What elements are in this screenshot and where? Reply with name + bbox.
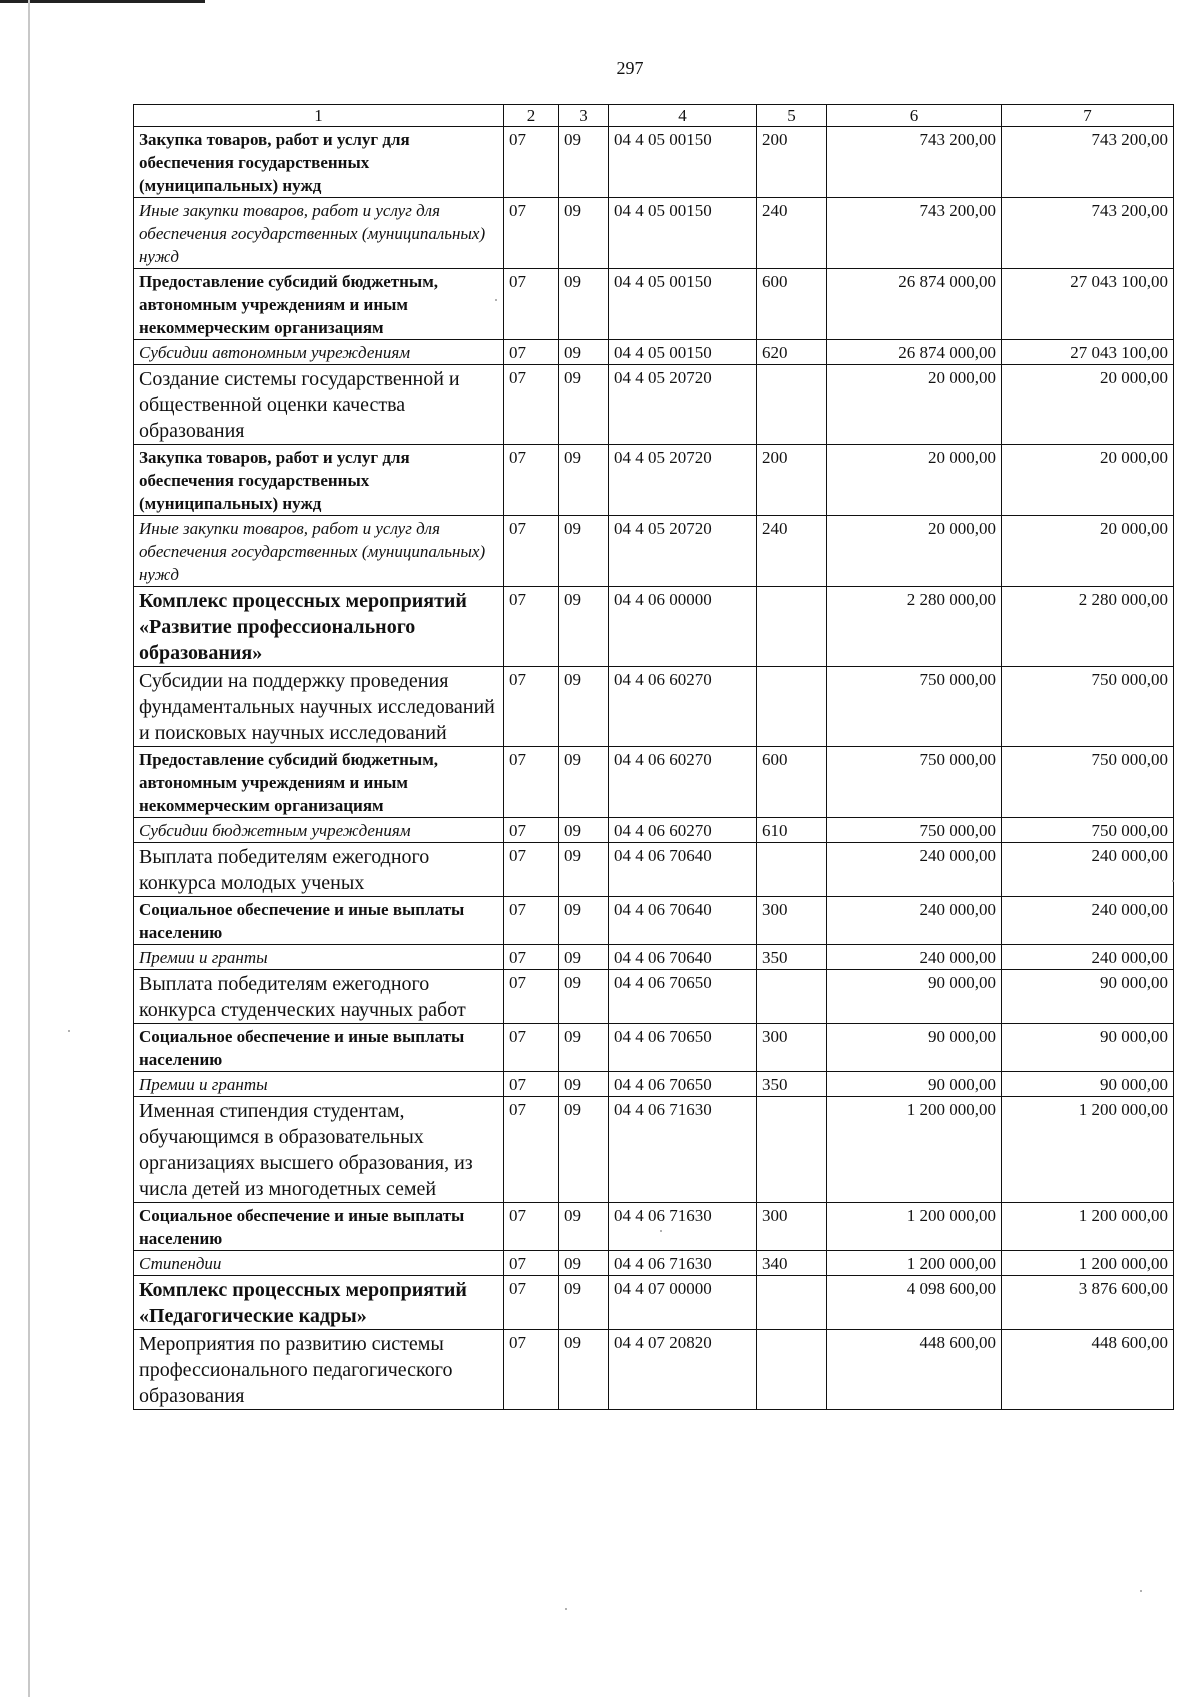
amount-year2-cell: 743 200,00 [1002,198,1174,269]
row-name-cell: Именная стипендия студентам, обучающимся в образовательных организациях высшего образования, из числа детей из многодетных семей [134,1097,504,1203]
table-row [134,1072,1174,1097]
row-name-cell: Комплекс процессных мероприятий «Педагогические кадры» [134,1276,504,1330]
amount-year2-cell: 2 280 000,00 [1002,587,1174,667]
expense-type-cell [757,587,827,667]
subsection-code-cell: 09 [559,269,609,340]
subsection-code-cell: 09 [559,1024,609,1072]
expense-type-cell [757,1097,827,1203]
amount-year1-cell: 26 874 000,00 [827,269,1002,340]
scan-dust [1140,1590,1142,1592]
amount-year2-cell: 1 200 000,00 [1002,1097,1174,1203]
target-article-cell: 04 4 07 20820 [609,1330,757,1410]
amount-year1-cell: 743 200,00 [827,127,1002,198]
amount-year2-cell: 20 000,00 [1002,516,1174,587]
subsection-code-cell: 09 [559,1276,609,1330]
subsection-code-cell: 09 [559,843,609,897]
target-article-cell: 04 4 05 20720 [609,445,757,516]
target-article-cell: 04 4 06 70640 [609,897,757,945]
row-name-cell: Социальное обеспечение и иные выплаты населению [134,1203,504,1251]
section-code-cell: 07 [504,970,559,1024]
table-row [134,1024,1174,1072]
target-article-cell: 04 4 06 70650 [609,970,757,1024]
amount-year1-cell: 750 000,00 [827,667,1002,747]
expense-type-cell: 350 [757,945,827,970]
row-name-cell: Закупка товаров, работ и услуг для обеспечения государственных (муниципальных) нужд [134,127,504,198]
table-row [134,818,1174,843]
expense-type-cell: 300 [757,1203,827,1251]
header-cell: 2 [504,105,559,127]
expense-type-cell: 620 [757,340,827,365]
table-row [134,1251,1174,1276]
header-cell: 7 [1002,105,1174,127]
section-code-cell: 07 [504,127,559,198]
scan-dust [495,299,497,301]
subsection-code-cell: 09 [559,516,609,587]
row-name-cell: Предоставление субсидий бюджетным, автономным учреждениям и иным некоммерческим организациям [134,747,504,818]
subsection-code-cell: 09 [559,945,609,970]
subsection-code-cell: 09 [559,897,609,945]
table-row [134,365,1174,445]
target-article-cell: 04 4 05 00150 [609,127,757,198]
amount-year2-cell: 743 200,00 [1002,127,1174,198]
amount-year2-cell: 750 000,00 [1002,818,1174,843]
scan-dust [565,1608,567,1610]
amount-year1-cell: 1 200 000,00 [827,1251,1002,1276]
target-article-cell: 04 4 06 60270 [609,818,757,843]
subsection-code-cell: 09 [559,365,609,445]
amount-year1-cell: 743 200,00 [827,198,1002,269]
amount-year1-cell: 26 874 000,00 [827,340,1002,365]
target-article-cell: 04 4 05 00150 [609,198,757,269]
target-article-cell: 04 4 05 20720 [609,365,757,445]
section-code-cell: 07 [504,1276,559,1330]
expense-type-cell: 340 [757,1251,827,1276]
expense-type-cell: 600 [757,269,827,340]
expense-type-cell: 200 [757,445,827,516]
expense-type-cell [757,667,827,747]
table-row [134,1276,1174,1330]
section-code-cell: 07 [504,1203,559,1251]
table-row [134,1097,1174,1203]
section-code-cell: 07 [504,516,559,587]
amount-year2-cell: 90 000,00 [1002,970,1174,1024]
section-code-cell: 07 [504,340,559,365]
subsection-code-cell: 09 [559,1097,609,1203]
expense-type-cell: 240 [757,198,827,269]
amount-year2-cell: 20 000,00 [1002,445,1174,516]
expense-type-cell: 200 [757,127,827,198]
expense-type-cell: 350 [757,1072,827,1097]
expense-type-cell: 240 [757,516,827,587]
expense-type-cell: 300 [757,897,827,945]
subsection-code-cell: 09 [559,747,609,818]
target-article-cell: 04 4 06 60270 [609,747,757,818]
section-code-cell: 07 [504,843,559,897]
scan-edge-left [28,0,30,1697]
subsection-code-cell: 09 [559,1072,609,1097]
section-code-cell: 07 [504,365,559,445]
section-code-cell: 07 [504,667,559,747]
table-row [134,516,1174,587]
amount-year1-cell: 750 000,00 [827,747,1002,818]
amount-year2-cell: 240 000,00 [1002,843,1174,897]
section-code-cell: 07 [504,1097,559,1203]
amount-year1-cell: 20 000,00 [827,516,1002,587]
header-cell: 6 [827,105,1002,127]
subsection-code-cell: 09 [559,818,609,843]
budget-table [133,104,1174,1410]
subsection-code-cell: 09 [559,1251,609,1276]
table-row [134,340,1174,365]
amount-year2-cell: 448 600,00 [1002,1330,1174,1410]
header-row [134,105,1174,127]
amount-year2-cell: 27 043 100,00 [1002,340,1174,365]
amount-year2-cell: 240 000,00 [1002,897,1174,945]
section-code-cell: 07 [504,1072,559,1097]
row-name-cell: Премии и гранты [134,1072,504,1097]
header-cell: 3 [559,105,609,127]
row-name-cell: Субсидии бюджетным учреждениям [134,818,504,843]
table-row [134,747,1174,818]
target-article-cell: 04 4 05 20720 [609,516,757,587]
amount-year2-cell: 1 200 000,00 [1002,1203,1174,1251]
amount-year1-cell: 90 000,00 [827,970,1002,1024]
amount-year1-cell: 2 280 000,00 [827,587,1002,667]
table-row [134,127,1174,198]
amount-year1-cell: 750 000,00 [827,818,1002,843]
table-row [134,1330,1174,1410]
row-name-cell: Субсидии автономным учреждениям [134,340,504,365]
target-article-cell: 04 4 06 00000 [609,587,757,667]
amount-year2-cell: 20 000,00 [1002,365,1174,445]
target-article-cell: 04 4 07 00000 [609,1276,757,1330]
row-name-cell: Социальное обеспечение и иные выплаты населению [134,897,504,945]
table-row [134,445,1174,516]
section-code-cell: 07 [504,587,559,667]
table-row [134,897,1174,945]
expense-type-cell [757,970,827,1024]
section-code-cell: 07 [504,269,559,340]
subsection-code-cell: 09 [559,970,609,1024]
row-name-cell: Предоставление субсидий бюджетным, автономным учреждениям и иным некоммерческим организациям [134,269,504,340]
table-row [134,587,1174,667]
section-code-cell: 07 [504,1024,559,1072]
scan-edge-top [0,0,205,3]
amount-year2-cell: 1 200 000,00 [1002,1251,1174,1276]
section-code-cell: 07 [504,945,559,970]
amount-year1-cell: 90 000,00 [827,1072,1002,1097]
row-name-cell: Комплекс процессных мероприятий «Развитие профессионального образования» [134,587,504,667]
section-code-cell: 07 [504,818,559,843]
scan-dust [68,1030,70,1032]
table-row [134,843,1174,897]
table-row [134,198,1174,269]
row-name-cell: Закупка товаров, работ и услуг для обеспечения государственных (муниципальных) нужд [134,445,504,516]
expense-type-cell: 600 [757,747,827,818]
expense-type-cell: 610 [757,818,827,843]
target-article-cell: 04 4 06 70650 [609,1072,757,1097]
expense-type-cell: 300 [757,1024,827,1072]
expense-type-cell [757,365,827,445]
table-row [134,667,1174,747]
page-number: 297 [616,58,644,78]
row-name-cell: Выплата победителям ежегодного конкурса студенческих научных работ [134,970,504,1024]
expense-type-cell [757,1330,827,1410]
row-name-cell: Иные закупки товаров, работ и услуг для обеспечения государственных (муниципальных) нужд [134,198,504,269]
section-code-cell: 07 [504,1330,559,1410]
target-article-cell: 04 4 06 71630 [609,1203,757,1251]
amount-year1-cell: 20 000,00 [827,445,1002,516]
row-name-cell: Стипендии [134,1251,504,1276]
amount-year1-cell: 20 000,00 [827,365,1002,445]
amount-year1-cell: 4 098 600,00 [827,1276,1002,1330]
amount-year2-cell: 240 000,00 [1002,945,1174,970]
scan-dust [1172,880,1174,882]
expense-type-cell [757,1276,827,1330]
row-name-cell: Создание системы государственной и общественной оценки качества образования [134,365,504,445]
amount-year1-cell: 1 200 000,00 [827,1203,1002,1251]
amount-year2-cell: 750 000,00 [1002,747,1174,818]
target-article-cell: 04 4 06 70650 [609,1024,757,1072]
subsection-code-cell: 09 [559,198,609,269]
amount-year2-cell: 90 000,00 [1002,1072,1174,1097]
row-name-cell: Премии и гранты [134,945,504,970]
amount-year2-cell: 27 043 100,00 [1002,269,1174,340]
target-article-cell: 04 4 06 71630 [609,1097,757,1203]
target-article-cell: 04 4 06 60270 [609,667,757,747]
table-row [134,945,1174,970]
subsection-code-cell: 09 [559,587,609,667]
subsection-code-cell: 09 [559,340,609,365]
amount-year1-cell: 448 600,00 [827,1330,1002,1410]
target-article-cell: 04 4 06 71630 [609,1251,757,1276]
row-name-cell: Социальное обеспечение и иные выплаты населению [134,1024,504,1072]
section-code-cell: 07 [504,897,559,945]
scan-dust [660,1230,662,1232]
header-cell: 1 [134,105,504,127]
table-row [134,1203,1174,1251]
subsection-code-cell: 09 [559,1203,609,1251]
table-row [134,269,1174,340]
amount-year2-cell: 3 876 600,00 [1002,1276,1174,1330]
amount-year1-cell: 1 200 000,00 [827,1097,1002,1203]
table-row [134,970,1174,1024]
amount-year1-cell: 240 000,00 [827,843,1002,897]
target-article-cell: 04 4 06 70640 [609,843,757,897]
expense-type-cell [757,843,827,897]
amount-year1-cell: 240 000,00 [827,897,1002,945]
amount-year2-cell: 90 000,00 [1002,1024,1174,1072]
subsection-code-cell: 09 [559,127,609,198]
amount-year1-cell: 240 000,00 [827,945,1002,970]
section-code-cell: 07 [504,1251,559,1276]
target-article-cell: 04 4 05 00150 [609,269,757,340]
subsection-code-cell: 09 [559,445,609,516]
subsection-code-cell: 09 [559,667,609,747]
row-name-cell: Иные закупки товаров, работ и услуг для обеспечения государственных (муниципальных) нужд [134,516,504,587]
header-cell: 5 [757,105,827,127]
subsection-code-cell: 09 [559,1330,609,1410]
section-code-cell: 07 [504,747,559,818]
section-code-cell: 07 [504,445,559,516]
amount-year1-cell: 90 000,00 [827,1024,1002,1072]
header-cell: 4 [609,105,757,127]
row-name-cell: Субсидии на поддержку проведения фундаментальных научных исследований и поисковых научных исследований [134,667,504,747]
target-article-cell: 04 4 05 00150 [609,340,757,365]
row-name-cell: Мероприятия по развитию системы профессионального педагогического образования [134,1330,504,1410]
section-code-cell: 07 [504,198,559,269]
target-article-cell: 04 4 06 70640 [609,945,757,970]
row-name-cell: Выплата победителям ежегодного конкурса молодых ученых [134,843,504,897]
amount-year2-cell: 750 000,00 [1002,667,1174,747]
